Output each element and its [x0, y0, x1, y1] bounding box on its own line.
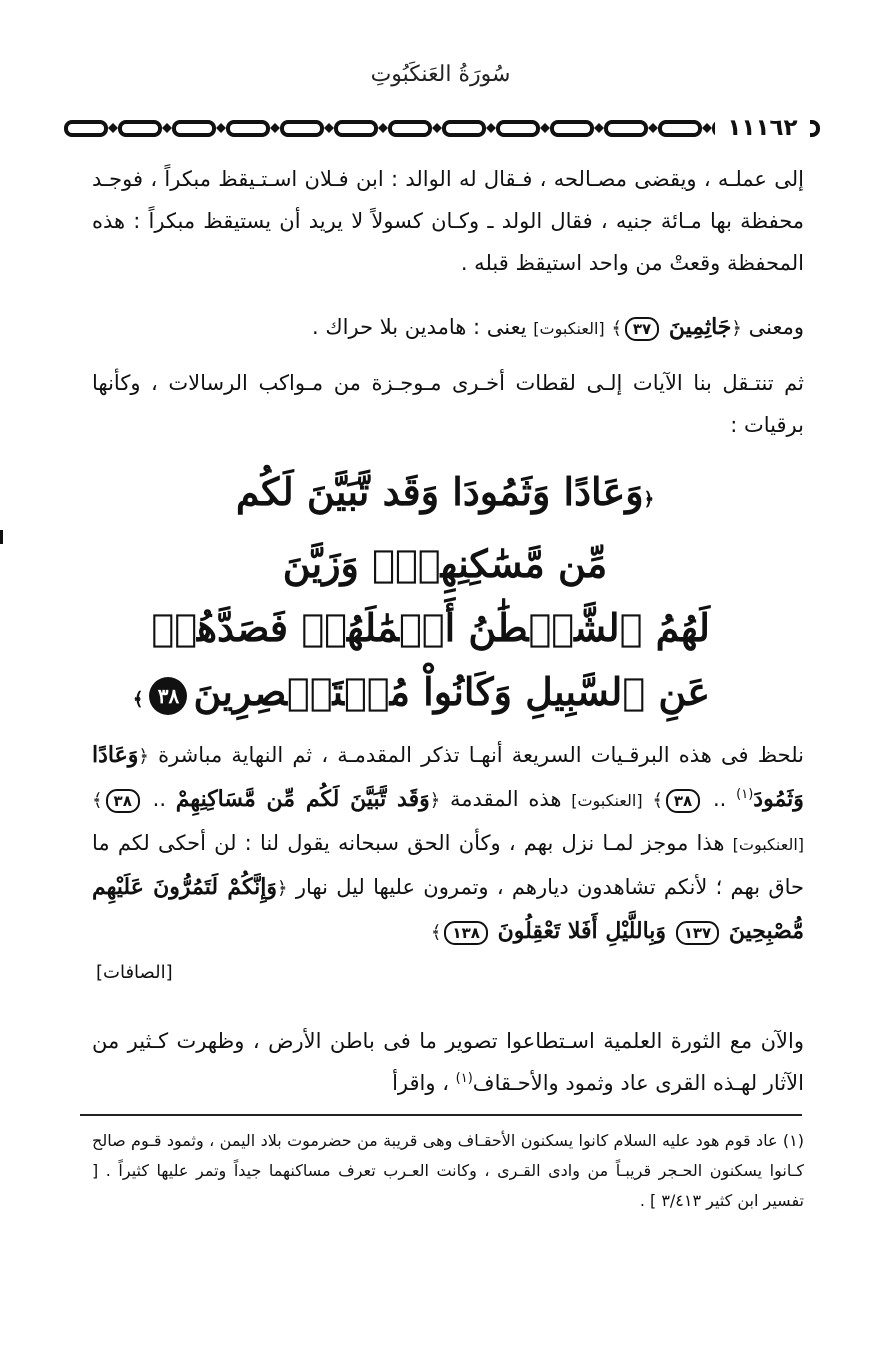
ayah-number-badge: ١٣٨ — [444, 921, 487, 945]
paragraph-4 — [92, 734, 804, 954]
verse-line-3: لَهُمُ ٱلشَّيۡطَٰنُ أَعۡمَٰلَهُمۡ فَصَدَّهُمۡ — [151, 605, 710, 650]
paragraph-1 — [92, 158, 804, 284]
quran-open-bracket-icon: ﴿ — [138, 746, 149, 767]
quran-open-bracket-icon: ﴿ — [277, 878, 288, 899]
p4-sentence-1: نلحظ فى هذه البرقـيات السريعة أنهـا تذكر المقدمـة ، ثم النهاية مباشرة — [158, 743, 804, 767]
verse-close-ornament-icon: ﴾ — [132, 689, 144, 710]
quote-4: وَبِاللَّيْلِ أَفَلا تَعْقِلُونَ — [497, 918, 667, 944]
ellipsis: .. — [713, 787, 727, 811]
quote-1: وَعَادًا وَثَمُودَ — [92, 742, 804, 812]
paragraph-3 — [92, 362, 804, 446]
paragraph-2 — [92, 306, 804, 350]
quote-2: وَقَد تَّبَيَّنَ لَكُم مِّن مَّسَاكِنِهِمْ — [175, 786, 430, 812]
paragraph-1-text: إلى عملـه ، ويقضى مصـالحه ، فـقال له الوالد : ابن فـلان اسـتـيقظ مبكراً ، فوجـد محفظة بها مـائة جنيه ، فقال الولد ـ وكـان كسولاً لا يريد أن يستيقظ مبكراً : هذه المحفظة وقعتْ من واحد استيقظ قبله . — [92, 167, 804, 275]
p4-sentence-3: هذا موجز لمـا نزل بهم ، وكأن الحق سبحانه يقول لنا : لن أحكى لكم ما حاق بهم ؛ لأنكم تشاهدون ديارهم ، وتمرون عليها ليل نهار — [92, 831, 805, 899]
surah-reference: [العنكبوت] — [571, 791, 643, 810]
quran-open-bracket-icon: ﴿ — [429, 790, 441, 811]
quran-close-bracket-icon: ﴾ — [92, 790, 103, 811]
decorative-chain-border — [62, 113, 822, 143]
quran-close-bracket-icon: ﴾ — [611, 318, 622, 339]
footnote-marker: (١) — [455, 1071, 473, 1086]
paragraph-3-text: ثم تنتـقل بنا الآيات إلـى لقطات أخـرى مـوجـزة من مـواكب الرسالات ، وكأنها برقيات : — [92, 371, 804, 437]
ayah-number-badge: ٣٧ — [625, 317, 659, 341]
verse-line-2: مِّن مَّسَٰكِنِهِمۡۖ وَزَيَّنَ — [282, 541, 608, 586]
surah-title: سُورَةُ العَنكَبُوتِ — [370, 62, 511, 87]
paragraph-5-text: والآن مع الثورة العلمية اسـتطاعوا تصوير ما فى باطن الأرض ، وظهرت كـثير من الآثار لهـذه القرى عاد وثمود والأحـقاف — [92, 1029, 804, 1095]
paragraph-2-lead: ومعنى — [748, 315, 804, 339]
surah-reference: [الصافات] — [96, 962, 173, 983]
footnote-marker: (١) — [736, 787, 754, 802]
verse-open-ornament-icon: ﴿ — [643, 489, 655, 510]
quote-3: وَإِنَّكُمْ لَتَمُرُّونَ عَلَيْهِم مُّصْبِحِينَ — [92, 874, 804, 944]
quran-close-bracket-icon: ﴾ — [652, 790, 663, 811]
quran-verse-block — [132, 460, 710, 732]
quran-open-bracket-icon: ﴿ — [731, 318, 742, 339]
paragraph-5 — [92, 1020, 804, 1104]
ayah-number-badge: ٣٨ — [106, 789, 140, 813]
quoted-word: جَاثِمِينَ — [668, 314, 732, 340]
verse-line-4 — [132, 660, 710, 732]
p4-sentence-2: هذه المقدمة — [450, 787, 562, 811]
footnote — [92, 1126, 804, 1216]
footnote-divider — [80, 1114, 802, 1116]
footnote-text: (١) عاد قوم هود عليه السلام كانوا يسكنون الأحقـاف وهى قريبة من حضرموت بلاد اليمن ، وثمود قـوم صالح كـانوا يسكنون الحـجر قريبـاً من وادى القـرى ، وكانت العـرب تعرف مساكنهما جيداً وتمر عليها كثيراً . [ تفسير ابن كثير ٣/٤١٣ ] . — [92, 1131, 804, 1210]
verse-line-1-text: وَعَادًا وَثَمُودَا وَقَد تَّبَيَّنَ لَكُم — [235, 469, 644, 514]
surah-reference: [العنكبوت] — [732, 835, 804, 854]
ayah-number-badge: ٣٨ — [666, 789, 700, 813]
verse-line-1 — [180, 460, 710, 532]
ellipsis: .. — [152, 787, 166, 811]
page-number: ١١١٦٢ — [715, 113, 810, 143]
verse-end-number-icon: ٣٨ — [149, 677, 187, 715]
quran-close-bracket-icon: ﴾ — [430, 922, 442, 943]
paragraph-5-tail: ، واقرأ — [392, 1071, 449, 1095]
chain-ornament-icon — [62, 113, 822, 143]
margin-mark — [0, 530, 3, 544]
ayah-number-badge: ١٣٧ — [676, 921, 719, 945]
surah-reference: [العنكبوت] — [533, 319, 605, 338]
verse-line-4-text: عَنِ ٱلسَّبِيلِ وَكَانُواْ مُسۡتَبۡصِرِينَ — [193, 669, 710, 714]
paragraph-2-tail: يعنى : هامدين بلا حراك . — [311, 315, 527, 339]
